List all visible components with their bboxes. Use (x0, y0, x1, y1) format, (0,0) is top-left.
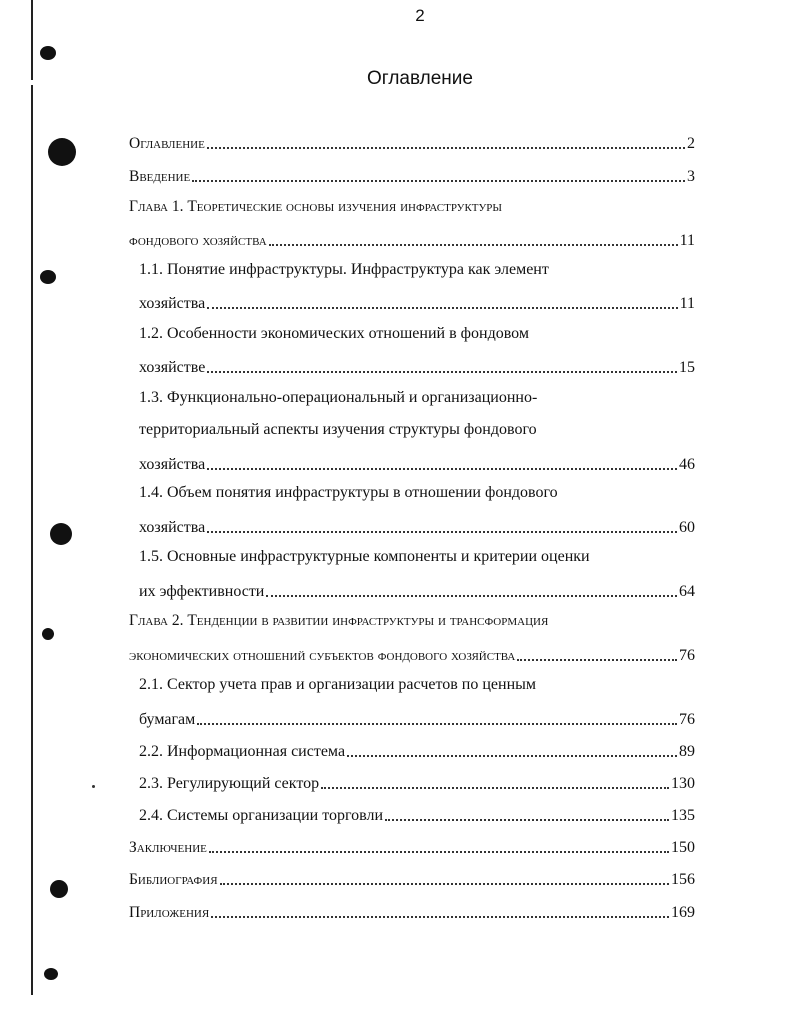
binding-rule-middle (31, 85, 33, 965)
toc-entry-1-4[interactable]: хозяйства 60 (139, 519, 695, 536)
toc-entry-1-3-line1[interactable]: 1.3. Функционально-операциональный и организационно- (139, 389, 538, 406)
toc-entry-1-5[interactable]: их эффективности 64 (139, 583, 695, 600)
dot-leader (385, 818, 669, 821)
dot-leader (220, 882, 669, 885)
toc-entry-2-1-line1[interactable]: 2.1. Сектор учета прав и организации расчетов по ценным (139, 676, 537, 693)
toc-entry-1-1-line1[interactable]: 1.1. Понятие инфраструктуры. Инфраструктура как элемент (139, 261, 549, 278)
dot-leader (207, 306, 677, 309)
dot-leader (207, 467, 677, 470)
toc-entry-2-3[interactable]: 2.3. Регулирующий сектор 130 (139, 775, 695, 792)
speck (92, 785, 95, 788)
binding-rule-bottom (31, 965, 33, 995)
toc-entry-2-2[interactable]: 2.2. Информационная система 89 (139, 743, 695, 760)
page-title: Оглавление (367, 68, 473, 89)
dot-leader (197, 722, 677, 725)
toc-entry-bibliography[interactable]: Библиография 156 (129, 871, 695, 888)
dot-leader (347, 754, 677, 757)
dot-leader (266, 594, 677, 597)
toc-entry-1-4-line1[interactable]: 1.4. Объем понятия инфраструктуры в отношении фондового (139, 484, 558, 501)
dot-leader (207, 370, 677, 373)
toc-entry-1-2[interactable]: хозяйстве 15 (139, 359, 695, 376)
toc-entry-1-5-line1[interactable]: 1.5. Основные инфраструктурные компоненты и критерии оценки (139, 548, 590, 565)
dot-leader (517, 658, 677, 661)
toc-entry-appendices[interactable]: Приложения 169 (129, 904, 695, 921)
toc-entry-2-1[interactable]: бумагам 76 (139, 711, 695, 728)
dot-leader (269, 243, 678, 246)
dot-leader (207, 530, 677, 533)
toc-entry-1-3[interactable]: хозяйства 46 (139, 456, 695, 473)
toc-entry-chapter-1-line1[interactable]: Глава 1. Теоретические основы изучения инфраструктуры (129, 198, 503, 215)
dot-leader (211, 915, 669, 918)
toc-entry-contents[interactable]: Оглавление 2 (129, 135, 695, 152)
punch-hole-2 (48, 138, 76, 166)
punch-hole-1 (40, 46, 56, 60)
punch-hole-3 (40, 270, 56, 284)
toc-entry-chapter-2[interactable]: экономических отношений субъектов фондового хозяйства 76 (129, 647, 695, 664)
toc-entry-1-1[interactable]: хозяйства 11 (139, 295, 695, 312)
dot-leader (321, 786, 669, 789)
dot-leader (192, 179, 685, 182)
dot-leader (209, 850, 669, 853)
page-number: 2 (415, 6, 425, 25)
toc-entry-conclusion[interactable]: Заключение 150 (129, 839, 695, 856)
toc-entry-1-2-line1[interactable]: 1.2. Особенности экономических отношений в фондовом (139, 325, 529, 342)
toc-entry-chapter-1[interactable]: фондового хозяйства 11 (129, 232, 695, 249)
punch-hole-7 (44, 968, 58, 980)
dot-leader (207, 146, 685, 149)
punch-hole-5 (42, 628, 54, 640)
toc-entry-1-3-line2[interactable]: территориальный аспекты изучения структуры фондового (139, 421, 537, 438)
toc-entry-chapter-2-line1[interactable]: Глава 2. Тенденции в развитии инфраструктуры и трансформация (129, 612, 549, 629)
punch-hole-6 (50, 880, 68, 898)
toc-entry-introduction[interactable]: Введение 3 (129, 168, 695, 185)
toc-entry-2-4[interactable]: 2.4. Системы организации торговли 135 (139, 807, 695, 824)
punch-hole-4 (50, 523, 72, 545)
